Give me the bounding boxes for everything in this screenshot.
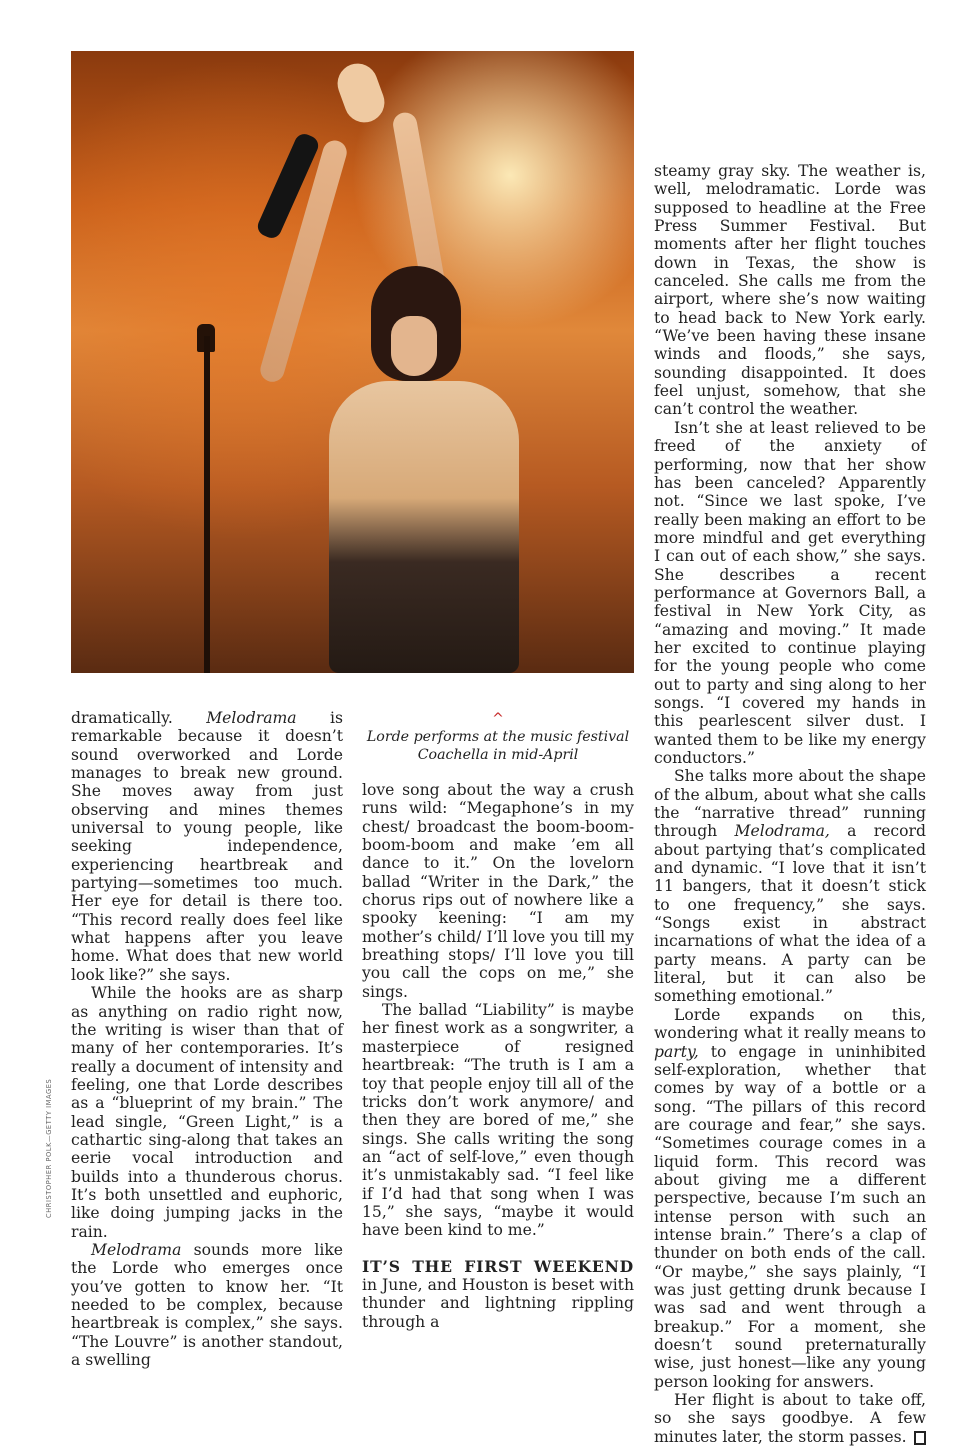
end-mark-icon [914,1431,926,1445]
performer-body [329,381,519,673]
paragraph: While the hooks are as sharp as anything on radio right now, the writing is wiser than that of many of her contemporaries. It’s really a document of intensity and feeling, one that Lorde describes as a “blueprint of my brain.” The lead single, “Green Light,” is a cathartic sing-along that takes an eerie vocal introduction and builds into a thunderous chorus. It’s both unsettled and euphoric, like doing jumping jacks in the rain. [71,984,343,1241]
performer-hand [332,58,390,128]
mic-stand [204,336,210,673]
paragraph: Her flight is about to take off, so she says goodbye. A few minutes later, the storm passes. [654,1391,926,1446]
caption-text: Lorde performs at the music festival Coachella in mid-April [366,729,630,763]
article-column-1 [71,709,343,1369]
lorde-performance-photo [71,51,634,673]
photo-caption [362,713,634,764]
paragraph: dramatically. Melodrama is remarkable because it doesn’t sound overworked and Lorde manages to break new ground. She moves away from just observing and mines themes universal to young people, like seeking independence, experiencing heartbreak and partying—sometimes too much. Her eye for detail is there too. “This record really does feel like what happens after you leave home. What does that new world look like?” she says. [71,709,343,984]
paragraph: steamy gray sky. The weather is, well, melodramatic. Lorde was supposed to headline at the Free Press Summer Festival. But moments after her flight touches down in Texas, the show is canceled. She calls me from the airport, where she’s now waiting to head back to New York early. “We’ve been having these insane winds and floods,” she says, sounding disappointed. It does feel unjust, somehow, that she can’t control the weather. [654,162,926,419]
paragraph: She talks more about the shape of the album, about what she calls the “narrative thread” running through Melodrama, a record about partying that’s complicated and dynamic. “I love that it isn’t 11 bangers, that it doesn’t stick to one frequency,” she says. “Songs exist in abstract incarnations of what the idea of a party means. A party can be literal, but it can also be something emotional.” [654,767,926,1006]
paragraph: love song about the way a crush runs wild: “Megaphone’s in my chest/ broadcast the boom-boom-boom-boom and make ’em all dance to it.” On the lovelorn ballad “Writer in the Dark,” the chorus rips out of nowhere like a spooky keening: “I am my mother’s child/ I’ll love you till my breathing stops/ I’ll love you till you call the cops on me,” she sings. [362,781,634,1001]
performer-face [391,316,437,376]
paragraph: Isn’t she at least relieved to be freed of the anxiety of performing, now that her show has been canceled? Apparently not. “Since we last spoke, I’ve really been making an effort to be more mindful and get everything I can out of each show,” she says. She describes a recent performance at Governors Ball, a festival in New York City, as “amazing and moving.” It made her excited to continue playing for the young people who come out to party and sing along to her songs. “I covered my hands in this pearlescent silver dust. I wanted them to be like my energy conductors.” [654,418,926,767]
paragraph: Lorde expands on this, wondering what it really means to party, to engage in uninhibited self-exploration, whether that comes by way of a bottle or a song. “The pillars of this record are courage and fear,” she says. “Sometimes courage comes in a liquid form. This record was about giving me a different perspective, because I’m such an intense person with such an intense brain.” There’s a clap of thunder on both ends of the call. “Or maybe,” she says plainly, “I was just getting drunk because I was sad and went through a breakup.” For a moment, she doesn’t sound preternaturally wise, just honest—like any young person looking for answers. [654,1005,926,1391]
photo-credit: CHRISTOPHER POLK—GETTY IMAGES [45,1078,53,1218]
article-column-3 [654,162,926,1446]
paragraph: Melodrama sounds more like the Lorde who emerges once you’ve gotten to know her. “It needed to be complex, because heartbreak is complex,” she says. “The Louvre” is another standout, a swelling [71,1240,343,1370]
section-lead-in: IT’S THE FIRST WEEKEND [362,1256,634,1276]
article-column-2 [362,781,634,1331]
caret-up-icon: ^ [492,711,504,727]
section-opening-paragraph: IT’S THE FIRST WEEKEND in June, and Houston is beset with thunder and lightning rippling through a [362,1256,634,1331]
paragraph: The ballad “Liability” is maybe her finest work as a songwriter, a masterpiece of resigned heartbreak: “The truth is I am a toy that people enjoy till all of the tricks don’t work anymore/ and then they are bored of me,” she sings. She calls writing the song an “act of self-love,” even though it’s unmistakably sad. “I feel like if I’d had that song when I was 15,” she says, “maybe it would have been kind to me.” [362,1001,634,1240]
